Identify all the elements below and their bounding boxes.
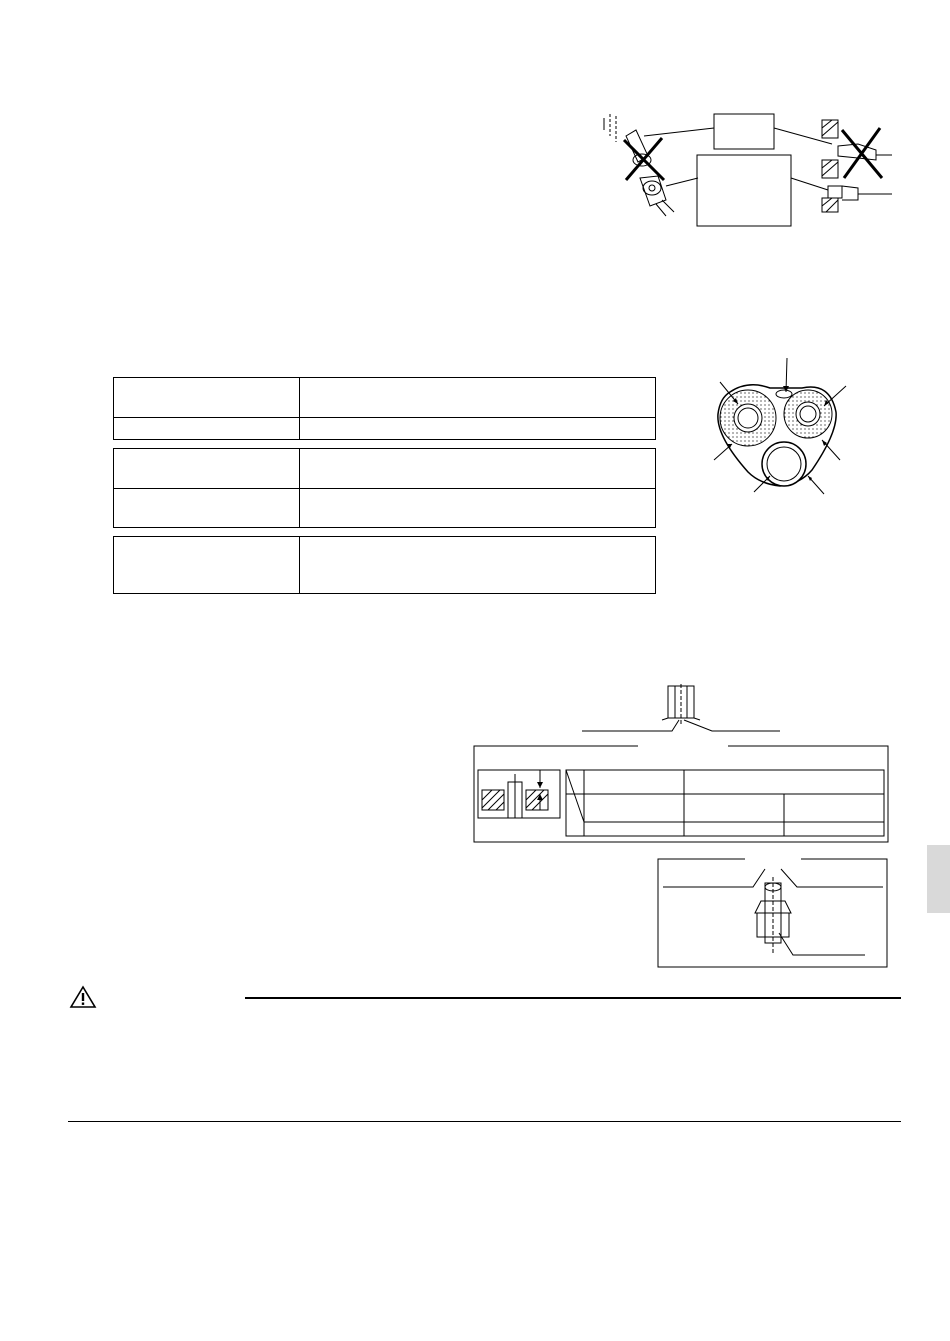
flare-dimension-figure [472,684,890,844]
spec-table-1 [113,377,656,440]
pipe-insulation-figure [700,352,860,502]
spec-table-3 [113,536,656,594]
chapter-thumb-tab [927,845,950,913]
section-divider [68,1121,901,1122]
spec-table-2 [113,448,656,528]
warning-triangle-icon [69,985,97,1009]
flare-handling-figure [596,108,896,233]
caution-rule [245,997,901,999]
flare-nut-figure [657,857,889,969]
